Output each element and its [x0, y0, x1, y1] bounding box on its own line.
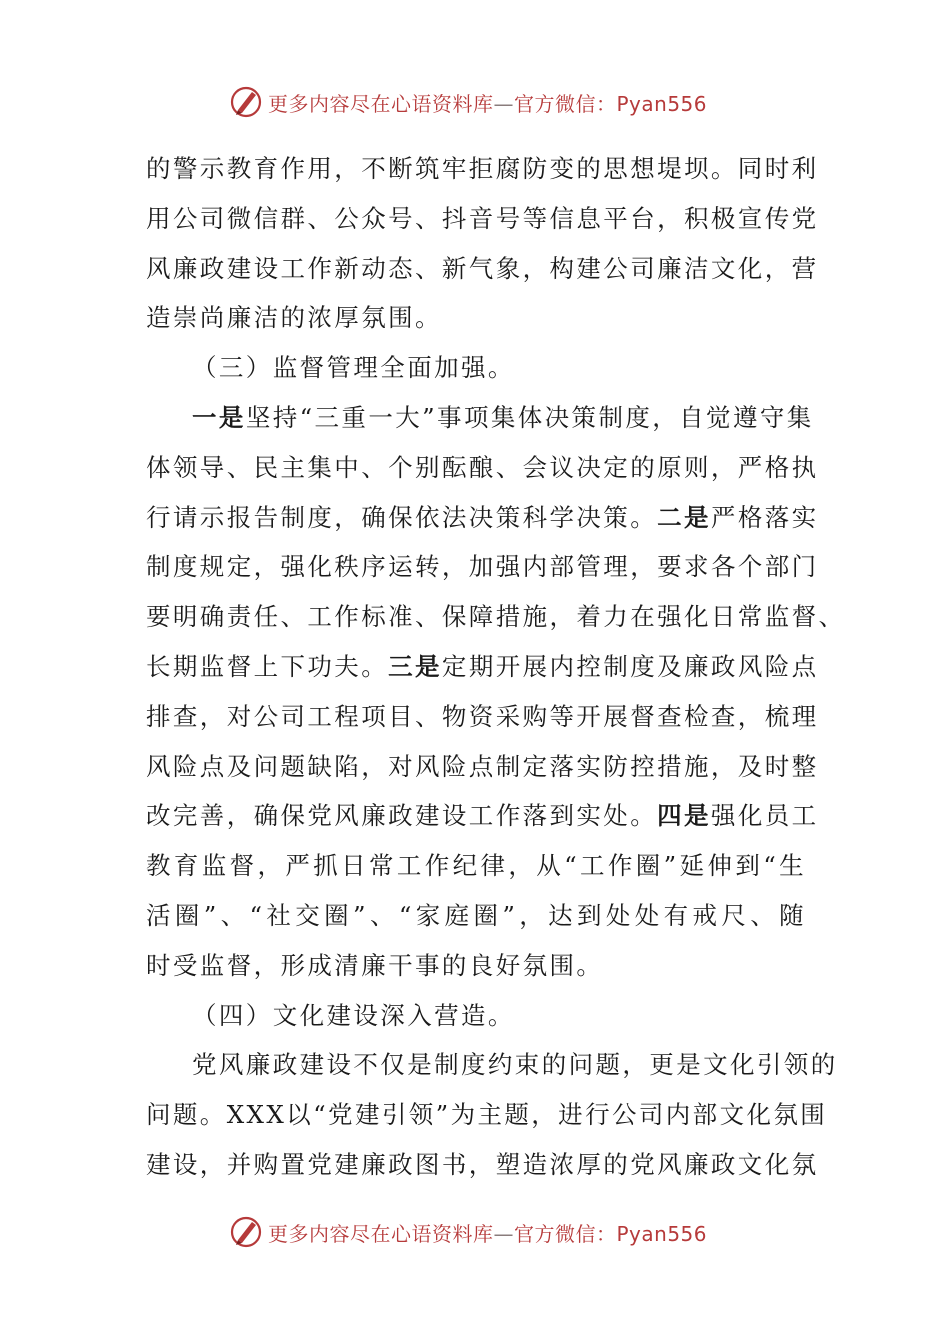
watermark-banner-bottom — [228, 1212, 748, 1252]
text-line: 长期监督上下功夫。三是定期开展内控制度及廉政风险点 — [146, 651, 819, 681]
watermark-separator: — — [493, 91, 514, 116]
watermark-separator: — — [493, 1221, 514, 1246]
text-line: 要明确责任、工作标准、保障措施，着力在强化日常监督、 — [146, 602, 846, 632]
text-line: 活圈”、“社交圈”、“家庭圈”，达到处处有戒尺、随 — [146, 900, 806, 930]
text-line: 制度规定，强化秩序运转，加强内部管理，要求各个部门 — [146, 552, 819, 582]
text-line: 建设，并购置党建廉政图书，塑造浓厚的党风廉政文化氛 — [146, 1149, 819, 1179]
section-heading-4: （四）文化建设深入营造。 — [192, 1000, 515, 1030]
text-line: 用公司微信群、公众号、抖音号等信息平台，积极宣传党 — [146, 203, 819, 233]
watermark-main-text: 更多内容尽在心语资料库 — [268, 91, 494, 116]
text-line: 问题。XXX以“党建引领”为主题，进行公司内部文化氛围 — [146, 1100, 828, 1130]
bold-marker: 一是 — [192, 402, 246, 432]
document-body — [146, 144, 846, 1190]
text-line: 一是坚持“三重一大”事项集体决策制度，自觉遵守集 — [192, 402, 814, 432]
watermark-main-text: 更多内容尽在心语资料库 — [268, 1221, 494, 1246]
watermark-contact-text: 官方微信：Pyan556 — [514, 1221, 708, 1246]
bold-marker: 三是 — [388, 651, 442, 681]
text-line: 行请示报告制度，确保依法决策科学决策。二是严格落实 — [146, 502, 819, 532]
watermark-banner-top — [228, 82, 748, 122]
text-line: 教育监督，严抓日常工作纪律，从“工作圈”延伸到“生 — [146, 851, 806, 881]
pen-logo-icon — [228, 84, 264, 120]
text-line: 的警示教育作用，不断筑牢拒腐防变的思想堤坝。同时利 — [146, 154, 819, 183]
text-line: 改完善，确保党风廉政建设工作落到实处。四是强化员工 — [146, 801, 819, 831]
text-line: 体领导、民主集中、个别酝酿、会议决定的原则，严格执 — [146, 452, 819, 482]
text-line: 时受监督，形成清廉干事的良好氛围。 — [146, 950, 604, 980]
bold-marker: 二是 — [657, 502, 711, 532]
text-line: 造崇尚廉洁的浓厚氛围。 — [146, 303, 442, 333]
text-line: 风险点及问题缺陷，对风险点制定落实防控措施，及时整 — [146, 751, 819, 781]
bold-marker: 四是 — [657, 801, 711, 831]
section-heading-3: （三）监督管理全面加强。 — [192, 353, 515, 383]
text-line: 排查，对公司工程项目、物资采购等开展督查检查，梳理 — [146, 701, 819, 731]
watermark-contact-text: 官方微信：Pyan556 — [514, 91, 708, 116]
pen-logo-icon — [228, 1214, 264, 1250]
text-line: 风廉政建设工作新动态、新气象，构建公司廉洁文化，营 — [146, 253, 819, 283]
text-line: 党风廉政建设不仅是制度约束的问题，更是文化引领的 — [192, 1050, 838, 1080]
